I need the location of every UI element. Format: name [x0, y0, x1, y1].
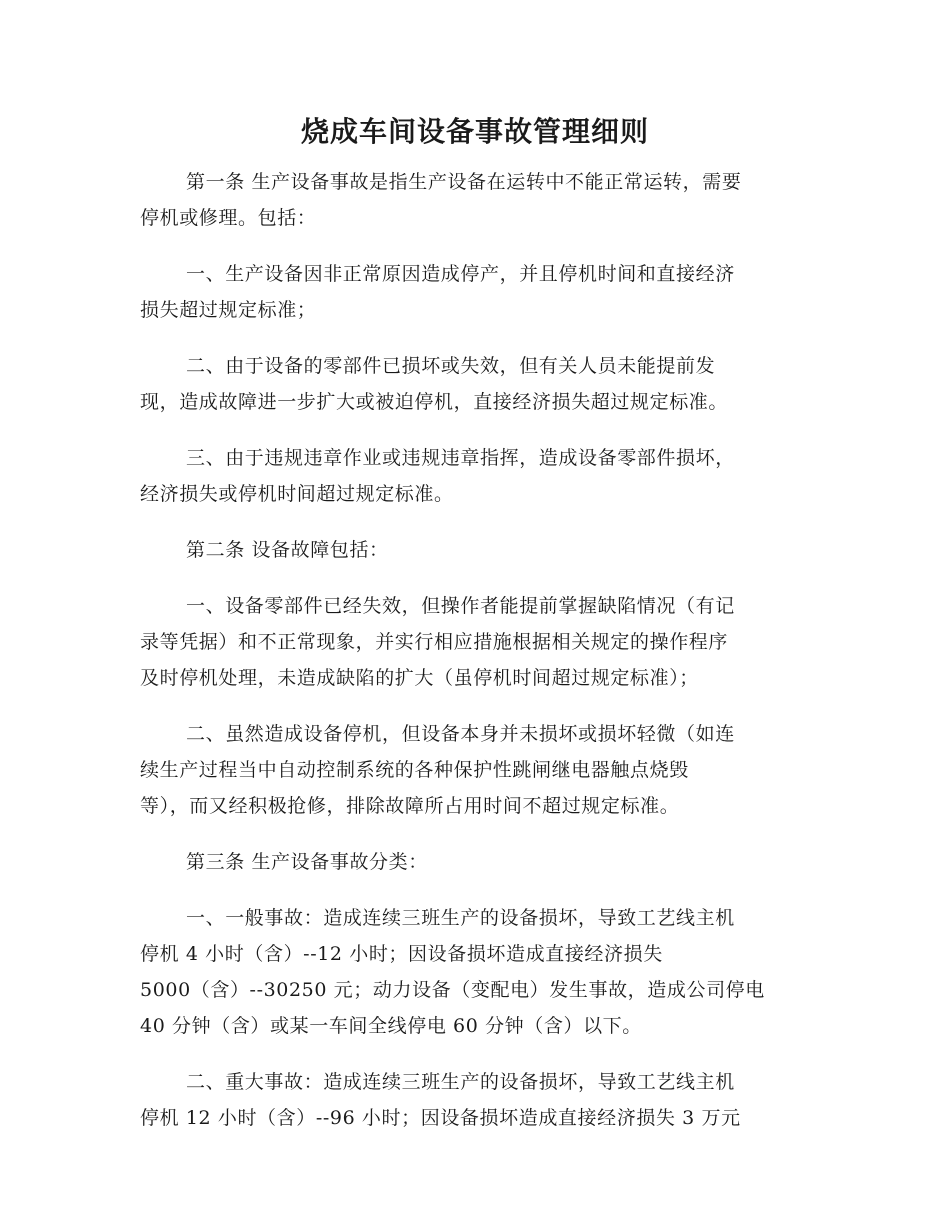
paragraph-line: 一、生产设备因非正常原因造成停产，并且停机时间和直接经济	[186, 263, 735, 285]
document-title: 烧成车间设备事故管理细则	[300, 115, 649, 148]
paragraph-line: 损失超过规定标准；	[140, 299, 317, 321]
paragraph	[140, 440, 810, 512]
paragraph-line: 录等凭据）和不正常现象，并实行相应措施根据相关规定的操作程序	[140, 631, 729, 653]
paragraph-line: 二、虽然造成设备停机，但设备本身并未损坏或损坏轻微（如连	[186, 723, 735, 745]
document-body	[140, 164, 810, 1136]
paragraph-line: 三、由于违规违章作业或违规违章指挥，造成设备零部件损坏，	[186, 447, 735, 469]
paragraph-line: 停机或修理。包括：	[140, 207, 317, 229]
paragraph	[140, 348, 810, 420]
paragraph-line: 及时停机处理，未造成缺陷的扩大（虽停机时间超过规定标准）；	[140, 667, 699, 689]
paragraph	[140, 716, 810, 824]
paragraph-line: 二、由于设备的零部件已损坏或失效，但有关人员未能提前发	[186, 355, 716, 377]
paragraph	[140, 164, 810, 236]
paragraph-line: 停机 12 小时（含）--96 小时；因设备损坏造成直接经济损失 3 万元	[140, 1107, 741, 1129]
paragraph-line: 一、设备零部件已经失效，但操作者能提前掌握缺陷情况（有记	[186, 595, 735, 617]
paragraph-line: 现，造成故障进一步扩大或被迫停机，直接经济损失超过规定标准。	[140, 391, 729, 413]
paragraph-line: 第二条 设备故障包括：	[186, 539, 389, 561]
paragraph-line: 续生产过程当中自动控制系统的各种保护性跳闸继电器触点烧毁	[140, 759, 689, 781]
paragraph-line: 40 分钟（含）或某一车间全线停电 60 分钟（含）以下。	[140, 1015, 642, 1037]
paragraph-line: 第三条 生产设备事故分类：	[186, 851, 428, 873]
paragraph-line: 等），而又经积极抢修，排除故障所占用时间不超过规定标准。	[140, 795, 680, 817]
paragraph	[140, 588, 810, 696]
paragraph	[140, 1064, 810, 1136]
paragraph-line: 停机 4 小时（含）--12 小时；因设备损坏造成直接经济损失	[140, 943, 663, 965]
paragraph-line: 经济损失或停机时间超过规定标准。	[140, 483, 454, 505]
paragraph	[140, 256, 810, 328]
paragraph-line: 5000（含）--30250 元；动力设备（变配电）发生事故，造成公司停电	[140, 979, 765, 1001]
paragraph	[140, 900, 810, 1044]
paragraph-line: 第一条 生产设备事故是指生产设备在运转中不能正常运转，需要	[186, 171, 742, 193]
paragraph	[140, 844, 810, 880]
paragraph-line: 二、重大事故：造成连续三班生产的设备损坏，导致工艺线主机	[186, 1071, 735, 1093]
paragraph-line: 一、一般事故：造成连续三班生产的设备损坏，导致工艺线主机	[186, 907, 735, 929]
paragraph	[140, 532, 810, 568]
